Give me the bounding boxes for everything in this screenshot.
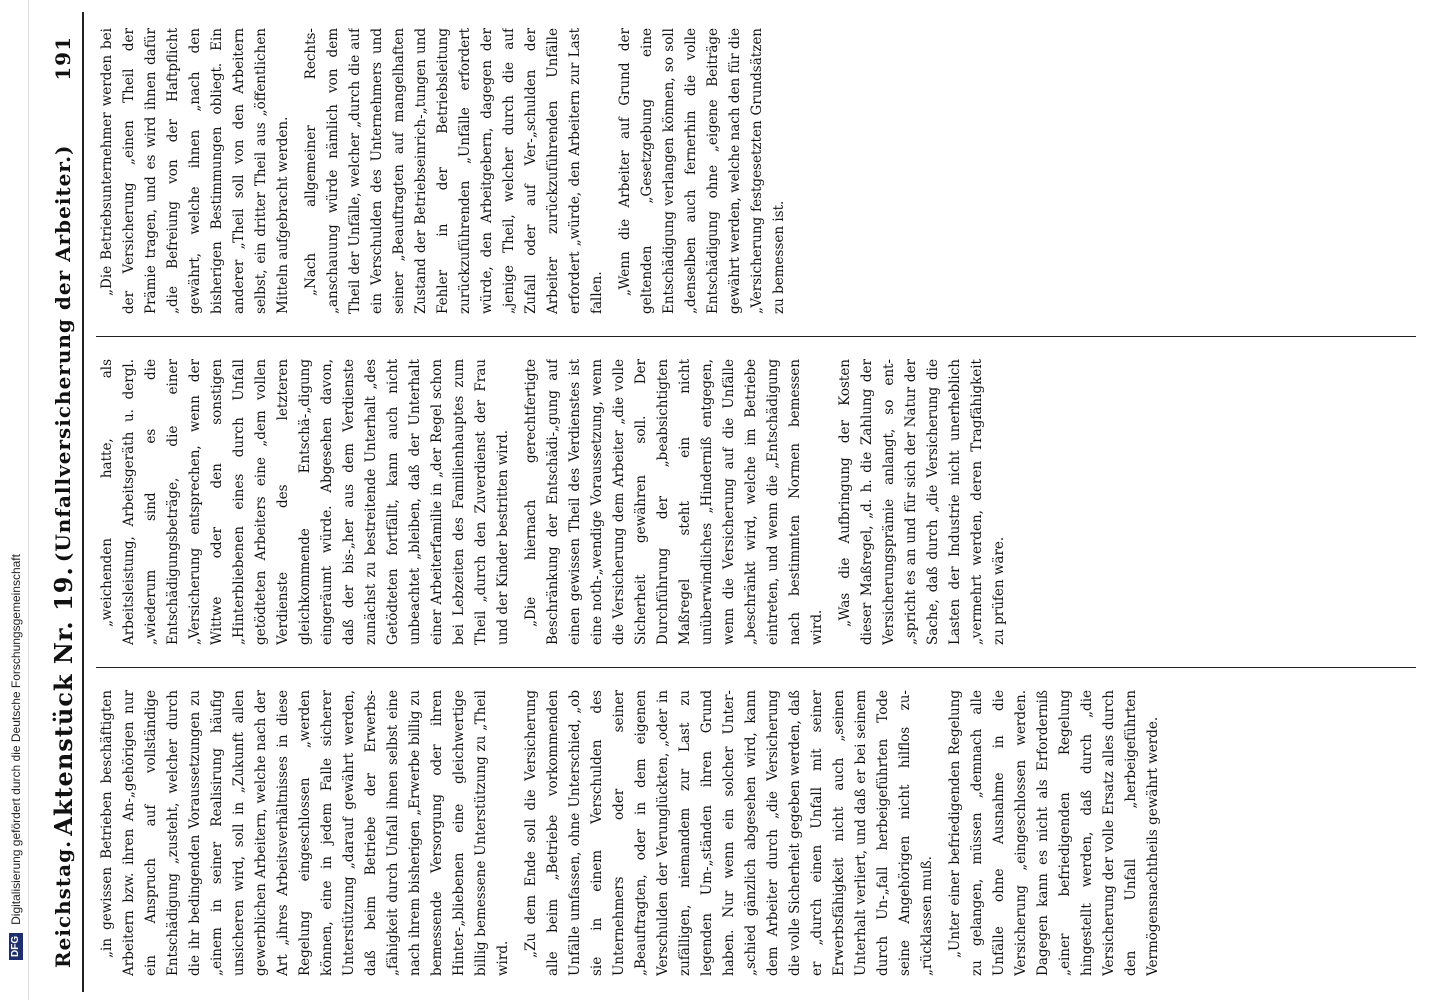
paragraph: „Wenn die Arbeiter auf Grund der geltenden „Gesetzgebung eine Entschädigung verlangen können, so soll „denselben auch fernerhin die volle Entschädigung ohne „eigene Beiträge gewährt werden, welche nach den für die „Versicherung festgesetzten Grundsätzen zu bemessen ist. [617,28,787,314]
paragraph: „weichenden hatte, als Arbeitsleistung, Arbeitsgeräth u. dergl. „wiederum sind es die Entschädigungsbeträge, die einer „Versicherung entsprechen, wenn der Wittwe oder den sonstigen „Hinterbliebenen eines durch Unfall getödteten Arbeiters eine „dem vollen Verdienste des letzteren gleichkommende Entschä-„digung eingeräumt würde. Abgesehen davon, daß der bis-„her aus dem Verdienste zunächst zu bestreitende Unterhalt „des Getödteten fortfällt, kann auch nicht unbeachtet „bleiben, daß der Unterhalt einer Arbeiterfamilie in „der Regel schon bei Lebzeiten des Familienhauptes zum Theil „durch den Zuverdienst der Frau und der Kinder bestritten wird. [99,359,511,645]
header-left: Reichstag. [51,839,75,968]
scanned-page [36,12,1426,992]
paragraph: „Was die Aufbringung der Kosten dieser Maßregel, „d. h. die Zahlung der Versicherungsprämie anlangt, so ent-„spricht es an und für sich der Natur der Sache, daß durch „die Versicherung die Lasten der Industrie nicht unerheblich „vermehrt werden, deren Tragfähigkeit zu prüfen wäre. [837,359,1007,645]
paragraph: „Unter einer befriedigenden Regelung zu gelangen, müssen „demnach alle Unfälle ohne Ausnahme in die Versicherung „eingeschlossen werden. Dagegen kann es nicht als Erforderniß „einer befriedigenden Regelung hingestellt werden, daß durch „die Versicherung der volle Ersatz alles durch den Unfall „herbeigeführten Vermögensnachtheils gewährt werde. [947,690,1161,976]
paragraph: „Die Betriebsunternehmer werden bei der Versicherung „einen Theil der Prämie tragen, und es wird ihnen dafür „die Befreiung von der Haftpflicht gewährt, welche ihnen „nach den bisherigen Bestimmungen obliegt. Ein anderer „Theil soll von den Arbeitern selbst, ein dritter Theil aus „öffentlichen Mitteln aufgebracht werden. [99,28,291,314]
dfg-logo-icon: DFG [9,933,23,960]
header-topic: (Unfallversicherung der Arbeiter.) [51,144,75,563]
paragraph: „Die hiernach gerechtfertigte Beschränkung der Entschädi-„gung auf einen gewissen Theil des Verdienstes ist eine noth-„wendige Voraussetzung, wenn die Versicherung dem Arbeiter „die volle Sicherheit gewähren soll. Der Durchführung der „beabsichtigten Maßregel steht ein nicht unüberwindliches „Hinderniß entgegen, wenn die Versicherung auf die Unfälle „beschränkt wird, welche im Betriebe eintreten, und wenn die „Entschädigung nach bestimmten Normen bemessen wird. [523,359,825,645]
text-column-3 [96,28,1416,314]
text-column-2 [96,359,1416,645]
text-column-1 [96,690,1416,976]
text-columns [96,28,1416,976]
header-right [51,36,75,562]
digitization-credit-text: Digitalisierung gefördert durch die Deutsche Forschungsgemeinschaft [9,554,23,925]
page-number: 191 [51,36,75,81]
page-header [44,12,84,992]
header-document-number: Aktenstück Nr. 19. [48,566,78,836]
column-divider [96,667,1416,668]
digitization-credit [2,0,30,1000]
rotated-page-content [36,12,1426,992]
paragraph: „in gewissen Betrieben beschäftigten Arbeitern bzw. ihren An-„gehörigen nur ein Anspruch auf vollständige Entschädigung „zusteht, welcher durch die ihr bedingenden Voraussetzungen zu „einem in seiner Realisirung häufig unsicheren wird, soll in „Zukunft allen gewerblichen Arbeitern, welche nach der Art „ihres Arbeitsverhältnisses in diese Regelung eingeschlossen „werden können, eine in jedem Falle sicherer Unterstützung „darauf gewährt werden, daß beim Betriebe der Erwerbs-„fähigkeit durch Unfall ihnen selbst eine nach ihrem bisherigen „Erwerbe billig zu bemessende Versorgung oder ihren Hinter-„bliebenen eine gleichwertige billig bemessene Unterstützung zu „Theil wird. [99,690,511,976]
paragraph: „Nach allgemeiner Rechts-„anschauung würde nämlich von dem Theil der Unfälle, welcher „durch die auf ein Verschulden des Unternehmers und seiner „Beauftragten auf mangelhaften Zustand der Betriebseinrich-„tungen und Fehler in der Betriebsleitung zurückzuführenden „Unfälle erfordert würde, den Arbeitgebern, dagegen der „jenige Theil, welcher durch die auf Zufall oder auf Ver-„schulden der Arbeiter zurückzuführenden Unfälle erfordert „würde, den Arbeitern zur Last fallen. [303,28,605,314]
paragraph: „Zu dem Ende soll die Versicherung alle beim „Betriebe vorkommenden Unfälle umfassen, ohne Unterschied, „ob sie in einem Verschulden des Unternehmers oder seiner „Beauftragten, oder in dem eigenen Verschulden der Verunglückten, „oder in zufälligen, niemandem zur Last zu legenden Um-„ständen ihren Grund haben. Nur wenn ein solcher Unter-„schied gänzlich abgesehen wird, kann dem Arbeiter durch „die Versicherung die volle Sicherheit gegeben werden, daß er „durch einen Unfall mit seiner Erwerbsfähigkeit nicht auch „seinen Unterhalt verliert, und daß er bei seinem durch Un-„fall herbeigeführten Tode seine Angehörigen nicht hilflos zu-„rücklassen muß. [523,690,935,976]
digitization-credit-sidebar [0,0,29,1000]
column-divider [96,336,1416,337]
